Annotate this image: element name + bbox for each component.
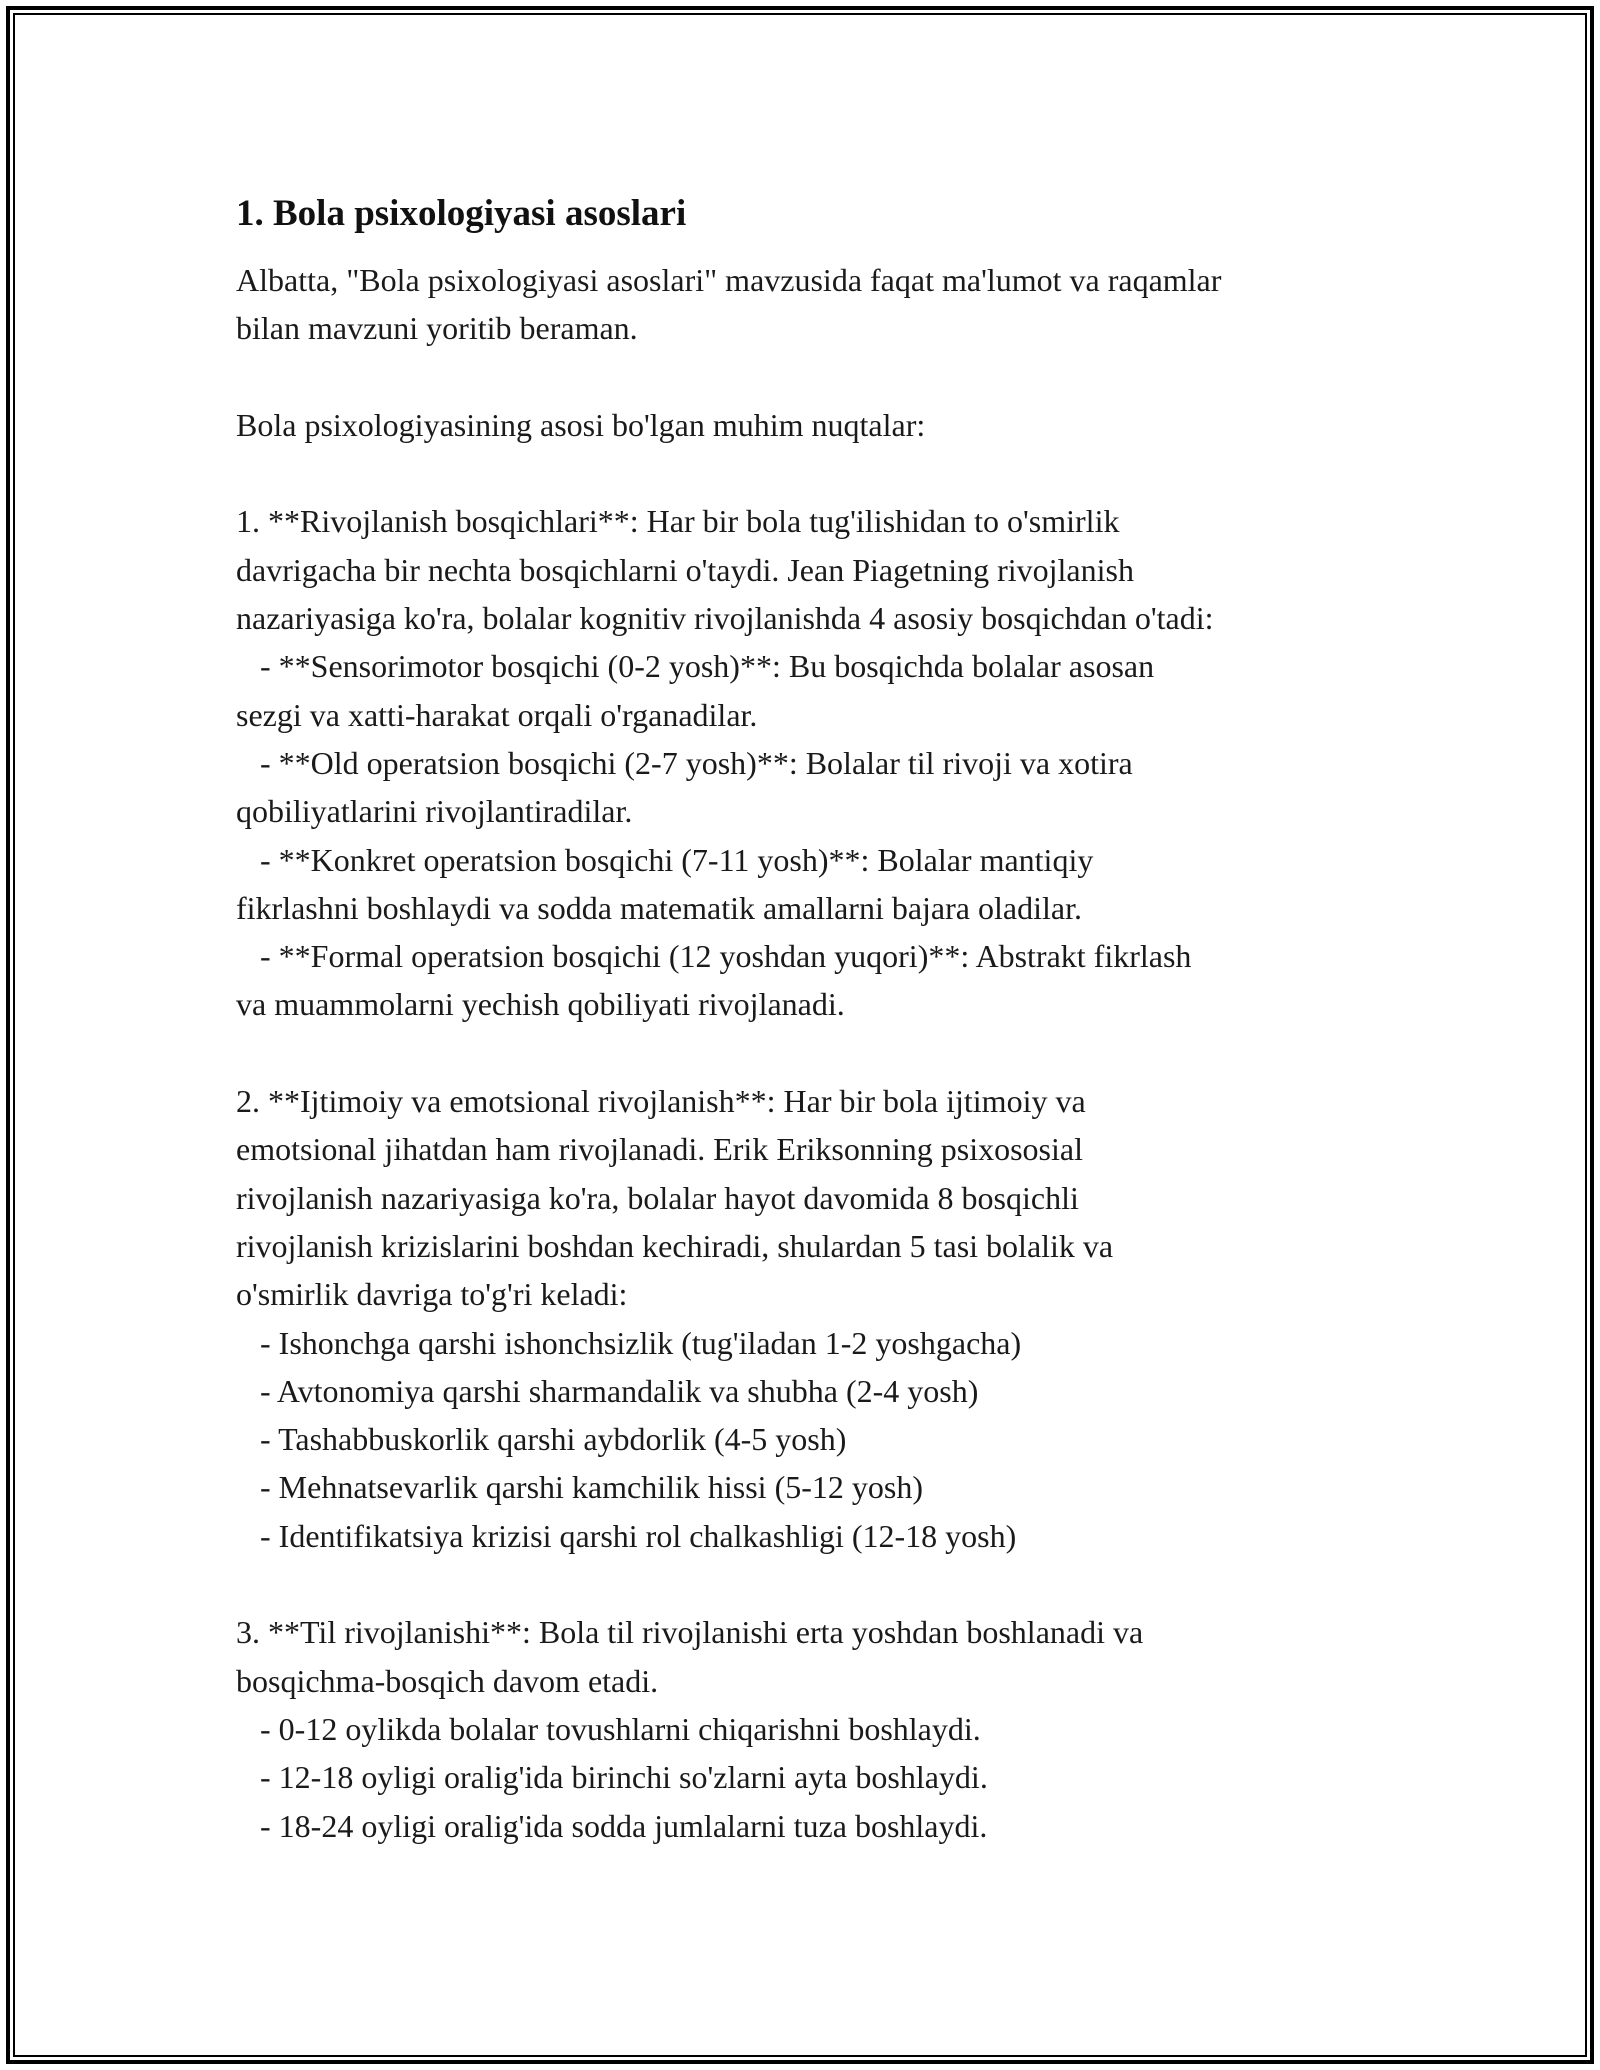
document-content <box>236 186 1416 1850</box>
document-heading: 1. Bola psixologiyasi asoslari <box>236 193 687 234</box>
document-body: Albatta, "Bola psixologiyasi asoslari" mavzusida faqat ma'lumot va raqamlar bilan mavzuni yoritib beraman. Bola psixologiyasining asosi bo'lgan muhim nuqtalar: 1. **Rivojlanish bosqichlari**: Har bir bola tug'ilishidan to o'smirlik davrigacha bir nechta bosqichlarni o'taydi. Jean Piagetning rivojlanish nazariyasiga ko'ra, bolalar kognitiv rivojlanishda 4 asosiy bosqichdan o'tadi: - **Sensorimotor bosqichi (0-2 yosh)**: Bu bosqichda bolalar asosan sezgi va xatti-harakat orqali o'rganadilar. - **Old operatsion bosqichi (2-7 yosh)**: Bolalar til rivoji va xotira qobiliyatlarini rivojlantiradilar. - **Konkret operatsion bosqichi (7-11 yosh)**: Bolalar mantiqiy fikrlashni boshlaydi va sodda matematik amallarni bajara oladilar. - **Formal operatsion bosqichi (12 yoshdan yuqori)**: Abstrakt fikrlash va muammolarni yechish qobiliyati rivojlanadi. 2. **Ijtimoiy va emotsional rivojlanish**: Har bir bola ijtimoiy va emotsional jihatdan ham rivojlanadi. Erik Eriksonning psixososial rivojlanish nazariyasiga ko'ra, bolalar hayot davomida 8 bosqichli rivojlanish krizislarini boshdan kechiradi, shulardan 5 tasi bolalik va o'smirlik davriga to'g'ri keladi: - Ishonchga qarshi ishonchsizlik (tug'iladan 1-2 yoshgacha) - Avtonomiya qarshi sharmandalik va shubha (2-4 yosh) - Tashabbuskorlik qarshi aybdorlik (4-5 yosh) - Mehnatsevarlik qarshi kamchilik hissi (5-12 yosh) - Identifikatsiya krizisi qarshi rol chalkashligi (12-18 yosh) 3. **Til rivojlanishi**: Bola til rivojlanishi erta yoshdan boshlanadi va bosqichma-bosqich davom etadi. - 0-12 oylikda bolalar tovushlarni chiqarishni boshlaydi. - 12-18 oyligi oralig'ida birinchi so'zlarni ayta boshlaydi. - 18-24 oyligi oralig'ida sodda jumlalarni tuza boshlaydi. <box>236 262 1222 1844</box>
